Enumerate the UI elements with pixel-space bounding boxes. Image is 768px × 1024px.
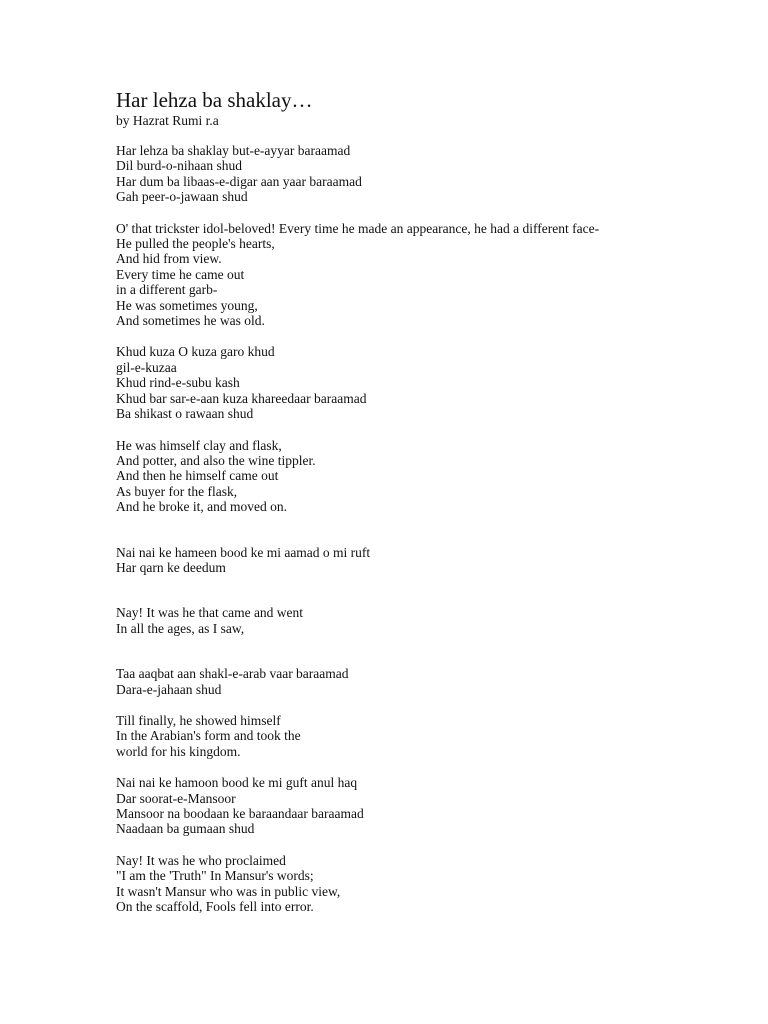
poem-line: Khud rind-e-subu kash: [116, 375, 240, 391]
poem-line: "I am the 'Truth" In Mansur's words;: [116, 868, 314, 884]
poem-line: It wasn't Mansur who was in public view,: [116, 883, 341, 899]
stanza-4: [116, 438, 736, 515]
poem-line: Ba shikast o rawaan shud: [116, 406, 254, 422]
poem-line: And potter, and also the wine tippler.: [116, 452, 316, 468]
poem-line: Dara-e-jahaan shud: [116, 681, 222, 697]
poem-line: in a different garb-: [116, 282, 218, 298]
poem-line: Nai nai ke hamoon bood ke mi guft anul haq: [116, 775, 358, 791]
stanza-9: [116, 775, 736, 837]
poem-line: Taa aaqbat aan shakl-e-arab vaar baraamad: [116, 666, 349, 682]
poem-line: Dil burd-o-nihaan shud: [116, 158, 242, 174]
poem-line: And he broke it, and moved on.: [116, 499, 287, 515]
document-page: [116, 88, 736, 930]
poem-line: Till finally, he showed himself: [116, 712, 281, 728]
poem-line: On the scaffold, Fools fell into error.: [116, 899, 314, 915]
stanza-7: [116, 666, 736, 697]
poem-line: Nay! It was he that came and went: [116, 605, 304, 621]
poem-line: Dar soorat-e-Mansoor: [116, 790, 236, 806]
poem-line: gil-e-kuzaa: [116, 359, 177, 375]
poem-line: Every time he came out: [116, 266, 245, 282]
stanza-8: [116, 713, 736, 759]
stanza-2: [116, 221, 736, 329]
stanza-5: [116, 545, 736, 576]
poem-line: He was himself clay and flask,: [116, 437, 282, 453]
poem-line: He was sometimes young,: [116, 297, 258, 313]
poem-line: In all the ages, as I saw,: [116, 620, 245, 636]
poem-line: Har lehza ba shaklay but-e-ayyar baraamad: [116, 143, 351, 158]
poem-line: He pulled the people's hearts,: [116, 236, 275, 252]
poem-line: And sometimes he was old.: [116, 313, 265, 329]
poem-line: Nay! It was he who proclaimed: [116, 852, 286, 868]
poem-line: As buyer for the flask,: [116, 483, 238, 499]
stanza-3: [116, 344, 736, 421]
poem-author: by Hazrat Rumi r.a: [116, 113, 219, 128]
stanza-10: [116, 853, 736, 915]
poem-line: In the Arabian's form and took the: [116, 728, 301, 744]
poem-line: Nai nai ke hameen bood ke mi aamad o mi ruft: [116, 544, 371, 560]
poem-line: And hid from view.: [116, 251, 222, 267]
poem-title: Har lehza ba shaklay…: [116, 88, 313, 112]
stanza-6: [116, 605, 736, 636]
poem-line: O' that trickster idol-beloved! Every time he made an appearance, he had a different face-: [116, 220, 600, 236]
poem-line: Har qarn ke deedum: [116, 559, 226, 575]
poem-line: Gah peer-o-jawaan shud: [116, 189, 248, 205]
poem-line: Khud bar sar-e-aan kuza khareedaar baraamad: [116, 390, 367, 406]
poem-line: world for his kingdom.: [116, 743, 241, 759]
stanza-1: [116, 143, 736, 205]
poem-line: And then he himself came out: [116, 468, 279, 484]
poem-line: Har dum ba libaas-e-digar aan yaar baraamad: [116, 173, 362, 189]
poem-line: Naadaan ba gumaan shud: [116, 821, 255, 837]
poem-line: Khud kuza O kuza garo khud: [116, 344, 275, 360]
poem-line: Mansoor na boodaan ke baraandaar baraamad: [116, 806, 364, 821]
